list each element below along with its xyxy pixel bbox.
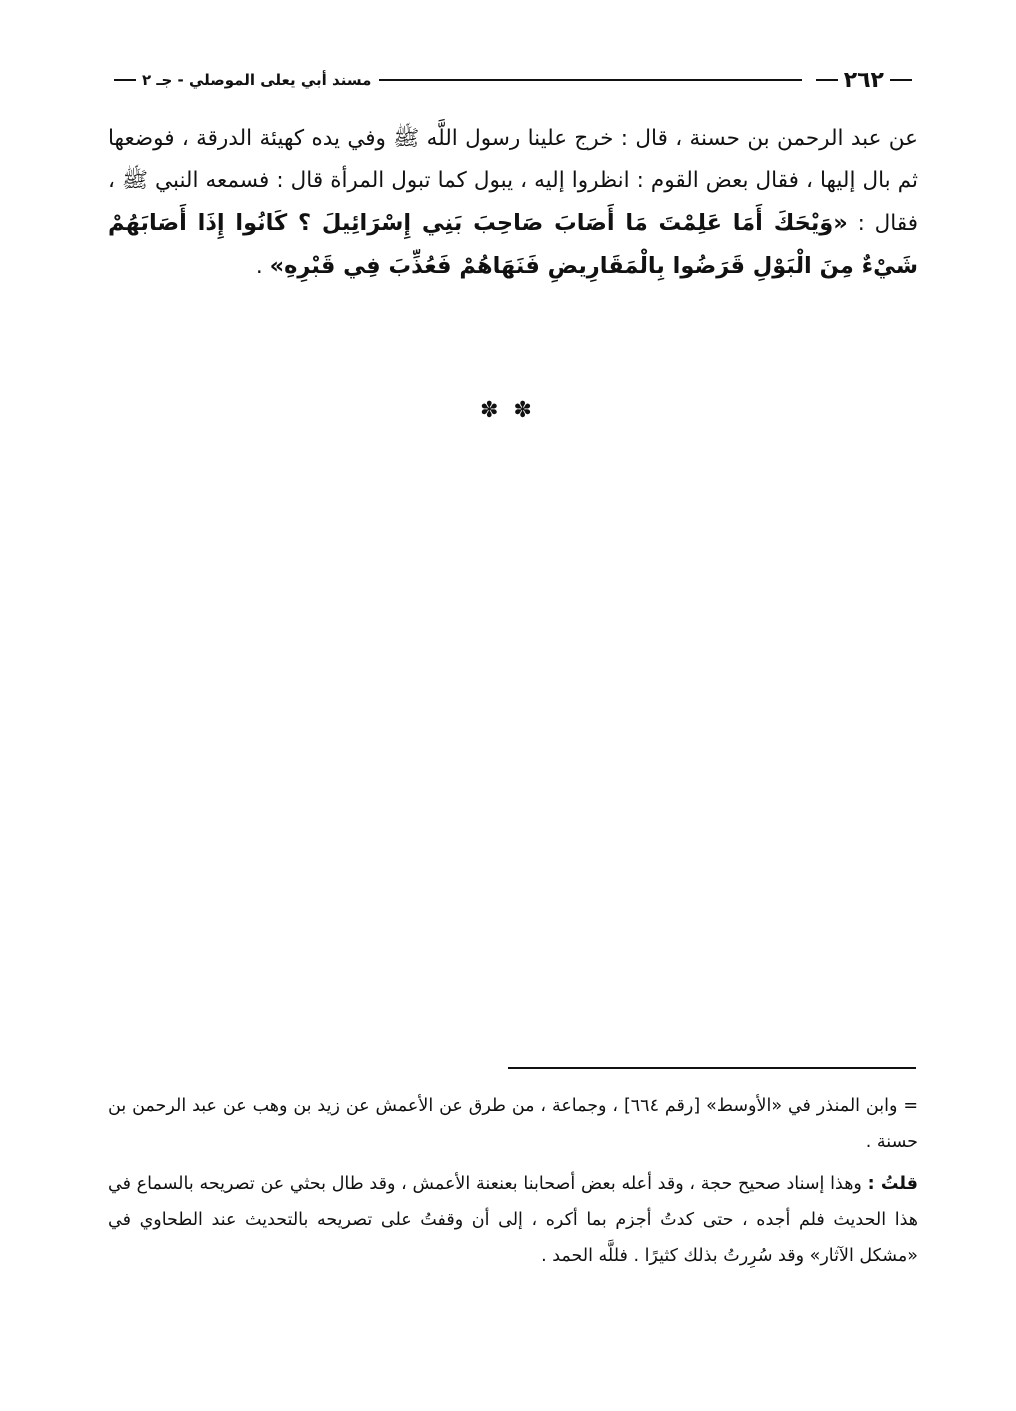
narration-text: عن عبد الرحمن بن حسنة ، قال : خرج علينا رسول اللَّه ﷺ وفي يده كهيئة الدرقة ، فوضعها ثم بال إليها ، فقال بعض القوم : انظروا إليه ، يبول كما تبول المرأة قال : فسمعه النبي ﷺ ، فقال : [108,126,918,236]
footnote-rule [508,1067,916,1069]
footnote-continuation: = وابن المنذر في «الأوسط» [رقم ٦٦٤] ، وجماعة ، من طرق عن الأعمش عن زيد بن وهب عن عبد الرحمن بن حسنة . [108,1096,918,1152]
footnote-comment [108,1166,918,1274]
header-dash-right [890,79,912,81]
header-rule [379,79,801,81]
page-number: ٢٦٢ [843,67,884,93]
hadith-paragraph [108,118,918,288]
footnote-comment-body: وهذا إسناد صحيح حجة ، وقد أعله بعض أصحابنا بعنعنة الأعمش ، وقد طال بحثي عن تصريحه بالسماع في هذا الحديث فلم أجده ، حتى كدتُ أجزم بما أكره ، إلى أن وقفتُ على تصريحه بالتحديث عند الطحاوي في «مشكل الآثار» وقد سُرِرتُ بذلك كثيرًا . فللَّه الحمد . [108,1174,918,1266]
header-dash-left [114,79,136,81]
book-title: مسند أبي يعلى الموصلي - جـ ٢ [142,71,372,89]
footnotes [108,1088,918,1280]
hadith-text: «وَيْحَكَ أَمَا عَلِمْتَ مَا أَصَابَ صَاحِبَ بَنِي إِسْرَائِيلَ ؟ كَانُوا إِذَا أَصَابَهُمْ شَيْءٌ مِنَ الْبَوْلِ قَرَضُوا بِالْمَقَارِيضِ فَنَهَاهُمْ فَعُذِّبَ فِي قَبْرِهِ» [108,210,918,279]
footnote-comment-lead: قلتُ : [867,1174,918,1194]
end-mark: . [255,254,270,279]
running-header [108,66,918,94]
section-separator: ✽ ✽ [480,398,536,423]
header-dash-after-number [816,79,838,81]
